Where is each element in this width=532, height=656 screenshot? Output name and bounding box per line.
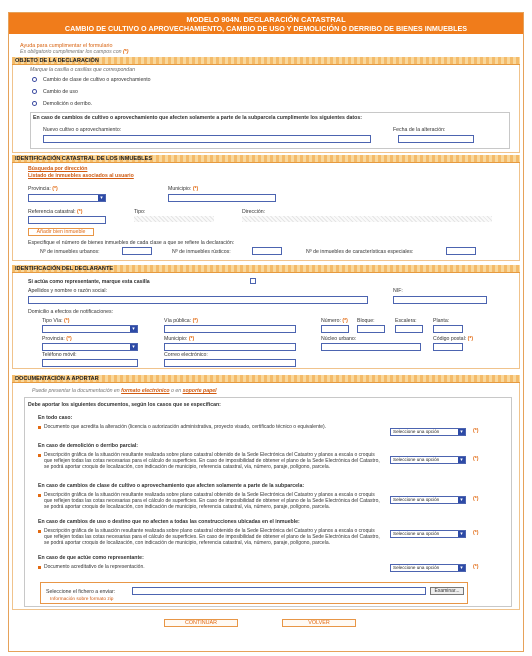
representante-checkbox[interactable]	[250, 278, 256, 284]
required-mark: (*)	[66, 336, 72, 342]
section-objeto-header: OBJETO DE LA DECLARACIÓN	[12, 57, 520, 65]
telefono-label: Teléfono móvil:	[42, 352, 77, 358]
escalera-input[interactable]	[395, 325, 423, 333]
inm-provincia-select[interactable]	[28, 194, 106, 202]
bullet-icon	[38, 426, 41, 429]
inm-provincia-text: Provincia:	[28, 186, 51, 192]
tipo-via-select[interactable]	[42, 325, 138, 333]
dec-municipio-label	[164, 336, 194, 342]
numero-input[interactable]	[321, 325, 349, 333]
inm-municipio-text: Municipio:	[168, 186, 192, 192]
required-note-text: Es obligatorio cumplimentar los campos con	[20, 49, 122, 55]
dec-municipio-text: Municipio:	[164, 336, 188, 342]
escalera-label: Escalera:	[395, 318, 417, 324]
via-publica-text: Vía pública:	[164, 318, 192, 324]
required-mark: (*)	[192, 186, 199, 192]
soporte-papel-link[interactable]: soporte papel	[182, 388, 217, 394]
chevron-down-icon: ▾	[458, 497, 465, 503]
direccion-label: Dirección:	[242, 209, 266, 215]
doc-description: Documento que acredita la alteración (licencia o autorización administrativa, proyecto visado, certificado técnico o equivalente).	[44, 424, 327, 430]
form-title: MODELO 904N. DECLARACIÓN CATASTRAL	[186, 15, 346, 24]
telefono-input[interactable]	[42, 359, 138, 367]
correo-label: Correo electrónico:	[164, 352, 208, 358]
bloque-label: Bloque:	[357, 318, 375, 324]
numero-text: Número:	[321, 318, 341, 324]
inm-municipio-input[interactable]	[168, 194, 276, 202]
urbanos-input[interactable]	[122, 247, 152, 255]
especiales-input[interactable]	[446, 247, 476, 255]
nucleo-label: Núcleo urbano:	[321, 336, 357, 342]
add-inmueble-button[interactable]: Añadir bien inmueble	[28, 228, 94, 236]
tipo-via-label	[42, 318, 70, 324]
doc-intro	[32, 388, 217, 394]
required-mark: (*)	[52, 186, 58, 192]
chevron-down-icon: ▾	[98, 195, 105, 201]
doc-select-value: Seleccione una opción	[393, 531, 440, 536]
format-info-link[interactable]: Información sobre formato zip	[50, 597, 114, 602]
doc-description: Descripción gráfica de la situación resultante realizada sobre plano catastral obtenido de la Sede Electrónica del Catastro y planos a escala o croquis que reflejen todas las cotas necesarias para el cálculo de superficies. En caso de imposibilidad de obtener el plano de la Sede Electrónica del Catastro, se podrá aportar croquis de localización, con indicación de municipio, referencia catastral, vía, número, paraje, polígono, parcela.	[44, 452, 380, 470]
dec-provincia-select[interactable]	[42, 343, 138, 351]
objeto-hint: Marque la casilla o casillas que correspondan	[30, 67, 135, 73]
nuevo-cultivo-label: Nuevo cultivo o aprovechamiento:	[43, 127, 122, 133]
required-mark: (*)	[473, 496, 479, 502]
via-publica-label	[164, 318, 198, 324]
option-demolicion: Demolición o derribo.	[43, 101, 93, 107]
doc-must-text: Debe aportar los siguientes documentos, según los casos que se especifican:	[28, 402, 221, 408]
referencia-input[interactable]	[28, 216, 106, 224]
nuevo-cultivo-input[interactable]	[43, 135, 371, 143]
required-mark: (*)	[473, 564, 479, 570]
required-note	[20, 49, 128, 55]
representante-label: Si actúa como representante, marque esta casilla	[28, 279, 150, 285]
help-link[interactable]: Ayuda para cumplimentar el formulario	[20, 43, 113, 49]
numero-label	[321, 318, 348, 324]
inm-provincia-label	[28, 186, 58, 192]
required-mark: (*)	[473, 530, 479, 536]
fecha-alteracion-input[interactable]	[398, 135, 474, 143]
required-mark: (*)	[342, 318, 348, 324]
doc-select[interactable]	[390, 564, 466, 572]
inm-municipio-label	[168, 186, 198, 192]
doc-description: Descripción gráfica de la situación resultante realizada sobre plano catastral obtenido de la Sede Electrónica del Catastro y planos a escala o croquis que reflejen todas las cotas necesarias para el cálculo de superficies. En caso de imposibilidad de obtener el plano de la Sede Electrónica del Catastro, se podrá aportar croquis de localización, con indicación de municipio, referencia catastral, vía, número, paraje, polígono, parcela.	[44, 528, 380, 546]
doc-group-heading: En caso de cambios de uso o destino que no afecten a todas las construcciones ubicadas en el inmueble:	[38, 519, 300, 525]
continue-button[interactable]: CONTINUAR	[164, 619, 238, 627]
correo-input[interactable]	[164, 359, 296, 367]
form-header	[9, 13, 523, 34]
doc-select-value: Seleccione una opción	[393, 497, 440, 502]
file-path-input[interactable]	[132, 587, 426, 595]
doc-group-heading: En caso de cambios de clase de cultivo o aprovechamiento que afecten solamente a parte de la subparcela:	[38, 483, 305, 489]
tipo-via-text: Tipo Vía:	[42, 318, 63, 324]
doc-intro-middle: o en	[171, 388, 182, 394]
listado-inmuebles-link[interactable]: Listado de inmuebles asociados al usuario	[28, 173, 134, 179]
doc-group-heading: En caso de demolición o derribo parcial:	[38, 443, 139, 449]
doc-group-heading: En caso de que actúe como representante:	[38, 555, 144, 561]
bullet-icon	[38, 454, 41, 457]
chevron-down-icon: ▾	[458, 457, 465, 463]
chevron-down-icon: ▾	[458, 565, 465, 571]
tipo-label: Tipo:	[134, 209, 146, 215]
required-mark: (*)	[473, 456, 479, 462]
urbanos-label: Nº de inmuebles urbanos:	[40, 249, 100, 255]
chevron-down-icon: ▾	[130, 344, 137, 350]
cp-label	[433, 336, 473, 342]
radio-demolicion[interactable]	[32, 101, 37, 106]
required-mark: (*)	[473, 428, 479, 434]
section-inmuebles-header: IDENTIFICACIÓN CATASTRAL DE LOS INMUEBLES	[12, 155, 520, 163]
especiales-label: Nº de inmuebles de características especiales:	[306, 249, 414, 255]
subparcela-title: En caso de cambios de cultivo o aprovechamiento que afecten solamente a parte de la subparcela cumplimente los siguientes datos:	[33, 115, 362, 121]
rusticos-input[interactable]	[252, 247, 282, 255]
chevron-down-icon: ▾	[458, 429, 465, 435]
cp-input[interactable]	[433, 343, 463, 351]
option-cambio-uso: Cambio de uso	[43, 89, 78, 95]
doc-group-heading: En todo caso:	[38, 415, 73, 421]
fecha-alteracion-label: Fecha de la alteración:	[393, 127, 446, 133]
via-publica-input[interactable]	[164, 325, 296, 333]
doc-select[interactable]	[390, 428, 466, 436]
section-declarante-header: IDENTIFICACIÓN DEL DECLARANTE	[12, 265, 520, 273]
required-mark: (*)	[77, 209, 83, 215]
cp-text: Código postal:	[433, 336, 467, 342]
file-label: Seleccione el fichero a enviar:	[46, 589, 116, 595]
bloque-input[interactable]	[357, 325, 385, 333]
planta-input[interactable]	[433, 325, 463, 333]
doc-select-value: Seleccione una opción	[393, 429, 440, 434]
radio-cambio-cultivo[interactable]	[32, 77, 37, 82]
apellidos-label: Apellidos y nombre o razón social:	[28, 288, 108, 294]
chevron-down-icon: ▾	[130, 326, 137, 332]
required-mark: (*)	[467, 336, 474, 342]
tipo-readonly	[134, 216, 214, 222]
direccion-readonly	[242, 216, 492, 222]
required-mark: (*)	[188, 336, 195, 342]
back-button[interactable]: VOLVER	[282, 619, 356, 627]
option-cambio-cultivo: Cambio de clase de cultivo o aprovechamiento	[43, 77, 151, 83]
count-intro: Especifique el número de bienes inmuebles de cada clase a que se refiere la declaración:	[28, 240, 235, 246]
doc-select[interactable]	[390, 456, 466, 464]
bullet-icon	[38, 494, 41, 497]
browse-button[interactable]: Examinar...	[430, 587, 464, 595]
doc-description: Descripción gráfica de la situación resultante realizada sobre plano catastral obtenido de la Sede Electrónica del Catastro y planos a escala o croquis que reflejen todas las cotas necesarias para el cálculo de superficies. En caso de imposibilidad de obtener el plano de la Sede Electrónica del Catastro, se podrá aportar croquis de localización, con indicación de municipio, referencia catastral, vía, número, paraje, polígono, parcela.	[44, 492, 380, 510]
radio-cambio-uso[interactable]	[32, 89, 37, 94]
required-mark: (*)	[122, 49, 129, 55]
apellidos-input[interactable]	[28, 296, 368, 304]
form-subtitle: CAMBIO DE CULTIVO O APROVECHAMIENTO, CAMBIO DE USO Y DEMOLICIÓN O DERRIBO DE BIENES INMUEBLES	[64, 24, 468, 33]
domicilio-label: Domicilio a efectos de notificaciones:	[28, 309, 114, 315]
bullet-icon	[38, 530, 41, 533]
dec-provincia-label	[42, 336, 72, 342]
bullet-icon	[38, 566, 41, 569]
dec-provincia-text: Provincia:	[42, 336, 65, 342]
section-documentacion-header: DOCUMENTACIÓN A APORTAR	[12, 375, 520, 383]
required-mark: (*)	[192, 318, 199, 324]
planta-label: Planta:	[433, 318, 450, 324]
doc-select[interactable]	[390, 496, 466, 504]
nucleo-input[interactable]	[321, 343, 421, 351]
nif-label: NIF:	[393, 288, 403, 294]
formato-electronico-link[interactable]: formato electrónico	[121, 388, 170, 394]
referencia-label	[28, 209, 83, 215]
doc-select-value: Seleccione una opción	[393, 457, 440, 462]
rusticos-label: Nº de inmuebles rústicos:	[172, 249, 231, 255]
doc-select-value: Seleccione una opción	[393, 565, 440, 570]
chevron-down-icon: ▾	[458, 531, 465, 537]
referencia-text: Referencia catastral:	[28, 209, 76, 215]
doc-select[interactable]	[390, 530, 466, 538]
nif-input[interactable]	[393, 296, 487, 304]
doc-description: Documento acreditativo de la representación.	[44, 564, 145, 570]
dec-municipio-input[interactable]	[164, 343, 296, 351]
busqueda-direccion-link[interactable]: Búsqueda por dirección	[28, 166, 88, 172]
required-mark: (*)	[64, 318, 70, 324]
doc-intro-prefix: Puede presentar la documentación en	[32, 388, 120, 394]
